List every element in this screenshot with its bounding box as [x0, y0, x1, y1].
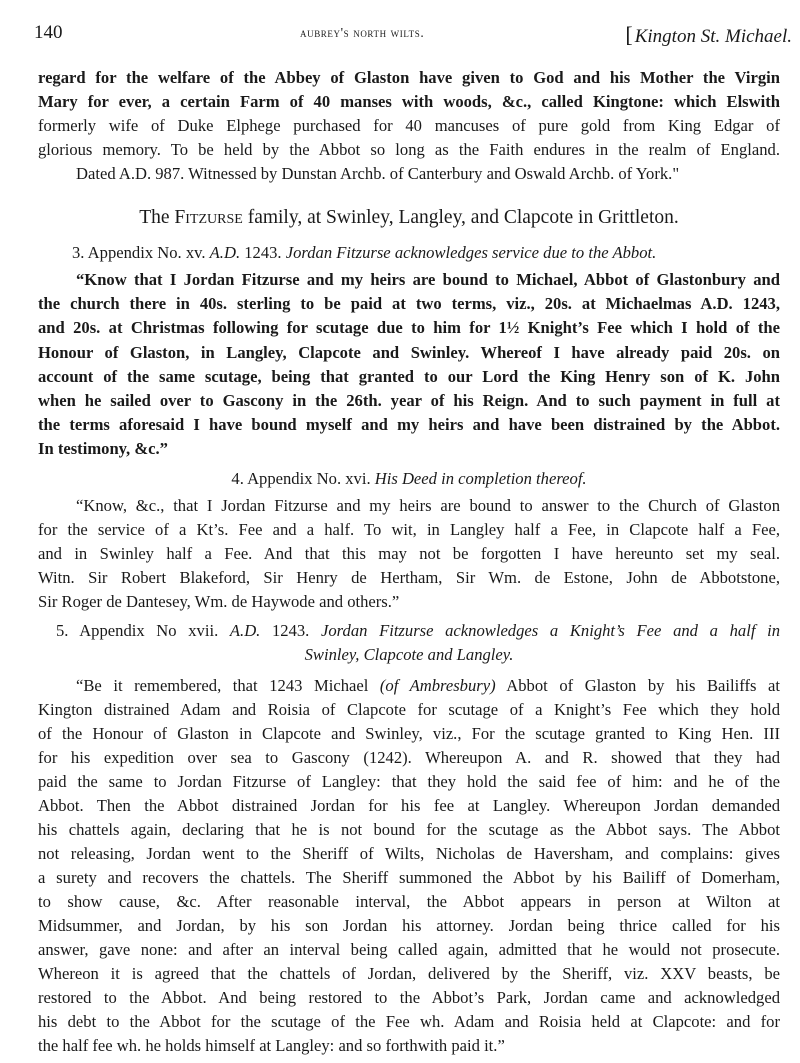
entry-title: Jordan Fitzurse acknowledges a Knight’s Fee and a half in [321, 621, 781, 640]
entry-line: of the Honour of Glaston in Clapcote and Swinley, viz., For the scutage granted to King Hen. III [38, 724, 780, 743]
running-head [34, 22, 792, 47]
entry-line: “Know that I Jordan Fitzurse and my heirs are bound to Michael, Abbot of Glastonbury and [76, 270, 780, 289]
entry-title: Jordan Fitzurse acknowledges service due to the Abbot. [285, 243, 657, 262]
entry-line: to show cause, &c. After reasonable interval, the Abbot appears in person at Wilton at [38, 892, 780, 911]
intro-line: glorious memory. To be held by the Abbot so long as the Faith endures in the realm of England. [38, 140, 780, 159]
entry-line: Whereon it is agreed that the chattels of Jordan, delivered by the Sheriff, viz. XXV beasts, be [38, 964, 780, 983]
date-label: A.D. [229, 621, 261, 640]
entry-line: his debt to the Abbot for the scutage of the Fee wh. Adam and Roisia held at Clapcote: and for [38, 1012, 780, 1031]
entry-caption [38, 621, 780, 641]
entry-line: and 20s. at Christmas following for scutage due to him for 1½ Knight’s Fee which I hold of the [38, 318, 780, 337]
entry-line: when he sailed over to Gascony in the 26th. year of his Reign. And to such payment in full at [38, 391, 780, 410]
place-name: Kington St. Michael. [634, 26, 792, 47]
entry-line: answer, gave none: and after an interval being called again, admitted that he would not prosecute. [38, 940, 780, 959]
entry-line: for his expedition over sea to Gascony (1242). Whereupon A. and R. showed that they had [38, 748, 780, 767]
section-place [625, 22, 792, 48]
entry-line: Sir Roger de Dantesey, Wm. de Haywode and others.” [38, 592, 400, 611]
heading-prefix: The [139, 207, 175, 228]
date-label: A.D. [209, 243, 241, 262]
section-heading [38, 206, 780, 230]
intro-line: Mary for ever, a certain Farm of 40 manses with woods, &c., called Kingtone: which Elswith [38, 92, 780, 111]
entry-line: the half fee wh. he holds himself at Langley: and so forthwith paid it.” [38, 1036, 505, 1055]
bracket-glyph: [ [625, 22, 633, 47]
entry-line: Honour of Glaston, in Langley, Clapcote and Swinley. Whereof I have already paid 20s. on [38, 343, 780, 362]
entry-line: the church there in 40s. sterling to be paid at two terms, viz., 20s. at Michaelmas A.D. 1243, [38, 294, 780, 313]
entry-line: and in Swinley half a Fee. And that this may not be forgotten I have hereunto set my seal. [38, 544, 780, 563]
line-text: Abbot of Glaston by his Bailiffs at [495, 676, 780, 695]
intro-line: regard for the welfare of the Abbey of Glaston have given to God and his Mother the Virgin [38, 68, 780, 87]
entry-number: 4. Appendix No. xvi. [231, 469, 375, 488]
entry-date: 1243. [240, 243, 286, 262]
entry-line: Kington distrained Adam and Roisia of Clapcote for scutage of a Knight’s Fee which they hold [38, 700, 780, 719]
entry-caption-continued [38, 645, 780, 665]
book-title: aubrey's north wilts. [300, 25, 425, 40]
entry-line: paid the same to Jordan Fitzurse of Langley: that they hold the said fee of him: and he of the [38, 772, 780, 791]
entry-line: In testimony, &c.” [38, 439, 168, 458]
entry-line: a surety and recovers the chattels. The Sheriff summoned the Abbot by his Bailiff of Domerham, [38, 868, 780, 887]
entry-title: His Deed in completion thereof. [374, 469, 587, 488]
entry-line: Witn. Sir Robert Blakeford, Sir Henry de Hertham, Sir Wm. de Estone, John de Abbotstone, [38, 568, 780, 587]
entry-number: 3. Appendix No. xv. [72, 243, 210, 262]
entry-line: for the service of a Kt’s. Fee and a half. To wit, in Langley half a Fee, in Clapcote half a Fee, [38, 520, 780, 539]
entry-caption [38, 469, 780, 489]
line-text: “Be it remembered, that 1243 Michael [76, 676, 380, 695]
heading-suffix: family, at Swinley, Langley, and Clapcote in Grittleton. [242, 207, 679, 228]
entry-caption [38, 243, 800, 263]
entry-line: Abbot. Then the Abbot distrained Jordan for his fee at Langley. Whereupon Jordan demanded [38, 796, 780, 815]
entry-line: restored to the Abbot. And being restored to the Abbot’s Park, Jordan came and acknowledged [38, 988, 780, 1007]
entry-line: not releasing, Jordan went to the Sheriff of Wilts, Nicholas de Haversham, and complains: gives [38, 844, 780, 863]
entry-line: the terms aforesaid I have bound myself and my heirs and have been distrained by the Abbot. [38, 415, 780, 434]
entry-title-continued: Swinley, Clapcote and Langley. [304, 645, 514, 664]
entry-line: Midsummer, and Jordan, by his son Jordan his attorney. Jordan being thrice called for his [38, 916, 780, 935]
entry-date: 1243. [260, 621, 322, 640]
entry-line: his chattels again, declaring that he is not bound for the scutage as the Abbot says. The Abbot [38, 820, 780, 839]
entry-line: account of the same scutage, being that granted to our Lord the King Henry son of K. John [38, 367, 780, 386]
line-italic: (of Ambresbury) [379, 676, 496, 695]
entry-line: “Know, &c., that I Jordan Fitzurse and my heirs are bound to answer to the Church of Glaston [76, 496, 780, 515]
family-name: Fitzurse [174, 207, 243, 228]
entry-number: 5. Appendix No xvii. [56, 621, 230, 640]
entry-line [38, 676, 780, 696]
intro-line: Dated A.D. 987. Witnessed by Dunstan Archb. of Canterbury and Oswald Archb. of York." [76, 164, 680, 183]
intro-line: formerly wife of Duke Elphege purchased for 40 mancuses of pure gold from King Edgar of [38, 116, 780, 135]
page-number: 140 [34, 22, 63, 43]
